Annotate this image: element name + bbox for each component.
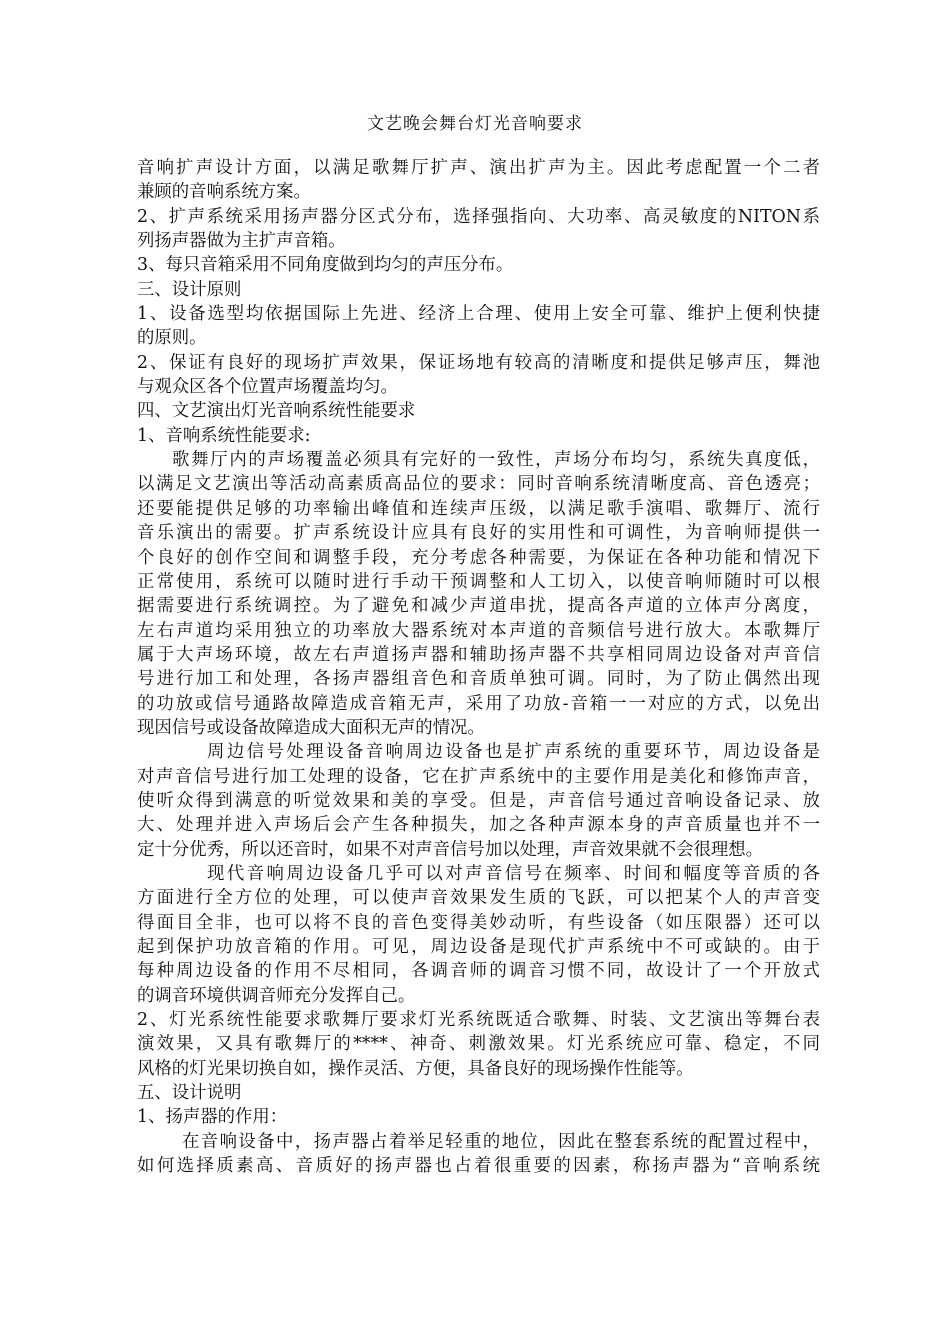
paragraph <box>137 740 820 862</box>
paragraph-line: 现因信号或设备故障造成大面积无声的情况。 <box>137 717 485 738</box>
paragraph-line: 1、设备选型均依据国际上先进、经济上合理、使用上安全可靠、维护上便利快捷 <box>137 304 820 325</box>
paragraph <box>137 156 820 205</box>
paragraph <box>137 424 820 448</box>
paragraph-line: 四、文艺演出灯光音响系统性能要求 <box>137 401 416 422</box>
paragraph-line: 对声音信号进行加工处理的设备，它在扩声系统中的主要作用是美化和修饰声音， <box>137 766 820 787</box>
paragraph-line: 定十分优秀，所以还音时，如果不对声音信号加以处理，声音效果就不会很理想。 <box>137 839 764 860</box>
paragraph-line: 正常使用，系统可以随时进行手动干预调整和人工切入，以使音响师随时可以根 <box>137 571 820 592</box>
paragraph-line: 风格的灯光果切换自如，操作灵活、方便，具备良好的现场操作性能等。 <box>137 1058 694 1079</box>
paragraph-line: 个良好的创作空间和调整手段，充分考虑各种需要，为保证在各种功能和情况下 <box>137 547 820 568</box>
paragraph-line: 得面目全非，也可以将不良的音色变得美妙动听，有些设备（如压限器）还可以 <box>137 912 820 933</box>
paragraph-line: 在音响设备中，扬声器占着举足轻重的地位，因此在整套系统的配置过程中， <box>182 1131 820 1152</box>
paragraph-line: 据需要进行系统调控。为了避免和减少声道串扰，提高各声道的立体声分离度， <box>137 596 820 617</box>
paragraph-line: 使听众得到满意的听觉效果和美的享受。但是，声音信号通过音响设备记录、放 <box>137 790 820 811</box>
paragraph-line: 如何选择质素高、音质好的扬声器也占着很重要的因素，称扬声器为“音响系统 <box>137 1156 820 1177</box>
paragraph <box>137 205 820 254</box>
paragraph-line: 2、扩声系统采用扬声器分区式分布，选择强指向、大功率、高灵敏度的NITON系 <box>137 206 820 227</box>
paragraph-line: 的调音环境供调音师充分发挥自己。 <box>137 985 416 1006</box>
paragraph-line: 现代音响周边设备几乎可以对声音信号在频率、时间和幅度等音质的各 <box>207 863 820 884</box>
paragraph-line: 3、每只音箱采用不同角度做到均匀的声压分布。 <box>137 255 514 276</box>
paragraph <box>137 862 820 1008</box>
paragraph-line: 的原则。 <box>137 328 207 349</box>
paragraph-line: 音乐演出的需要。扩声系统设计应具有良好的实用性和可调性，为音响师提供一 <box>137 523 820 544</box>
paragraph-line: 2、灯光系统性能要求歌舞厅要求灯光系统既适合歌舞、时装、文艺演出等舞台表 <box>137 1010 820 1031</box>
paragraph <box>137 278 820 302</box>
paragraph-line: 方面进行全方位的处理，可以使声音效果发生质的飞跃，可以把某个人的声音变 <box>137 888 820 909</box>
paragraph-line: 大、处理并进入声场后会产生各种损失，加之各种声源本身的声音质量也并不一 <box>137 815 820 836</box>
paragraph-line: 歌舞厅内的声场覆盖必须具有完好的一致性，声场分布均匀，系统失真度低， <box>172 450 820 471</box>
paragraph-line: 兼顾的音响系统方案。 <box>137 182 311 203</box>
paragraph <box>137 399 820 423</box>
paragraph-line: 2、保证有良好的现场扩声效果，保证场地有较高的清晰度和提供足够声压，舞池 <box>137 352 820 373</box>
paragraph <box>137 253 820 277</box>
paragraph-line: 1、扬声器的作用： <box>137 1107 288 1128</box>
paragraph <box>137 1008 820 1081</box>
paragraph-line: 起到保护功放音箱的作用。可见，周边设备是现代扩声系统中不可或缺的。由于 <box>137 937 820 957</box>
paragraph-line: 五、设计说明 <box>137 1083 242 1104</box>
paragraph <box>137 351 820 400</box>
paragraph-line: 属于大声场环境，故左右声道扬声器和辅助扬声器不共享相同周边设备对声音信 <box>137 644 820 665</box>
paragraph-line: 以满足文艺演出等活动高素质高品位的要求：同时音响系统清晰度高、音色透亮； <box>137 474 820 495</box>
paragraph-line: 列扬声器做为主扩声音箱。 <box>137 231 346 252</box>
paragraph-line: 还要能提供足够的功率输出峰值和连续声压级，以满足歌手演唱、歌舞厅、流行 <box>137 498 820 519</box>
paragraph <box>137 448 820 740</box>
paragraph-line: 演效果，又具有歌舞厅的****、神奇、刺激效果。灯光系统应可靠、稳定，不同 <box>137 1034 820 1055</box>
paragraph-line: 每种周边设备的作用不尽相同，各调音师的调音习惯不同，故设计了一个开放式 <box>137 961 820 982</box>
paragraph-line: 与观众区各个位置声场覆盖均匀。 <box>137 377 398 398</box>
paragraph-line: 三、设计原则 <box>137 279 242 300</box>
paragraph-line: 左右声道均采用独立的功率放大器系统对本声道的音频信号进行放大。本歌舞厅 <box>137 620 820 641</box>
paragraph-line: 音响扩声设计方面，以满足歌舞厅扩声、演出扩声为主。因此考虑配置一个二者 <box>137 158 820 178</box>
document-title: 文艺晚会舞台灯光音响要求 <box>367 114 583 134</box>
paragraph <box>137 302 820 351</box>
paragraph-line: 1、音响系统性能要求: <box>137 425 311 446</box>
paragraph-line: 号进行加工和处理，各扬声器组音色和音质单独可调。同时，为了防止偶然出现 <box>137 669 820 690</box>
document-body <box>137 156 820 1178</box>
paragraph-line: 的功放或信号通路故障造成音箱无声，采用了功放-音箱一一对应的方式，以免出 <box>137 693 820 714</box>
paragraph-line: 周边信号处理设备音响周边设备也是扩声系统的重要环节，周边设备是 <box>207 742 820 763</box>
paragraph <box>137 1081 820 1105</box>
paragraph <box>137 1130 820 1179</box>
paragraph <box>137 1105 820 1129</box>
